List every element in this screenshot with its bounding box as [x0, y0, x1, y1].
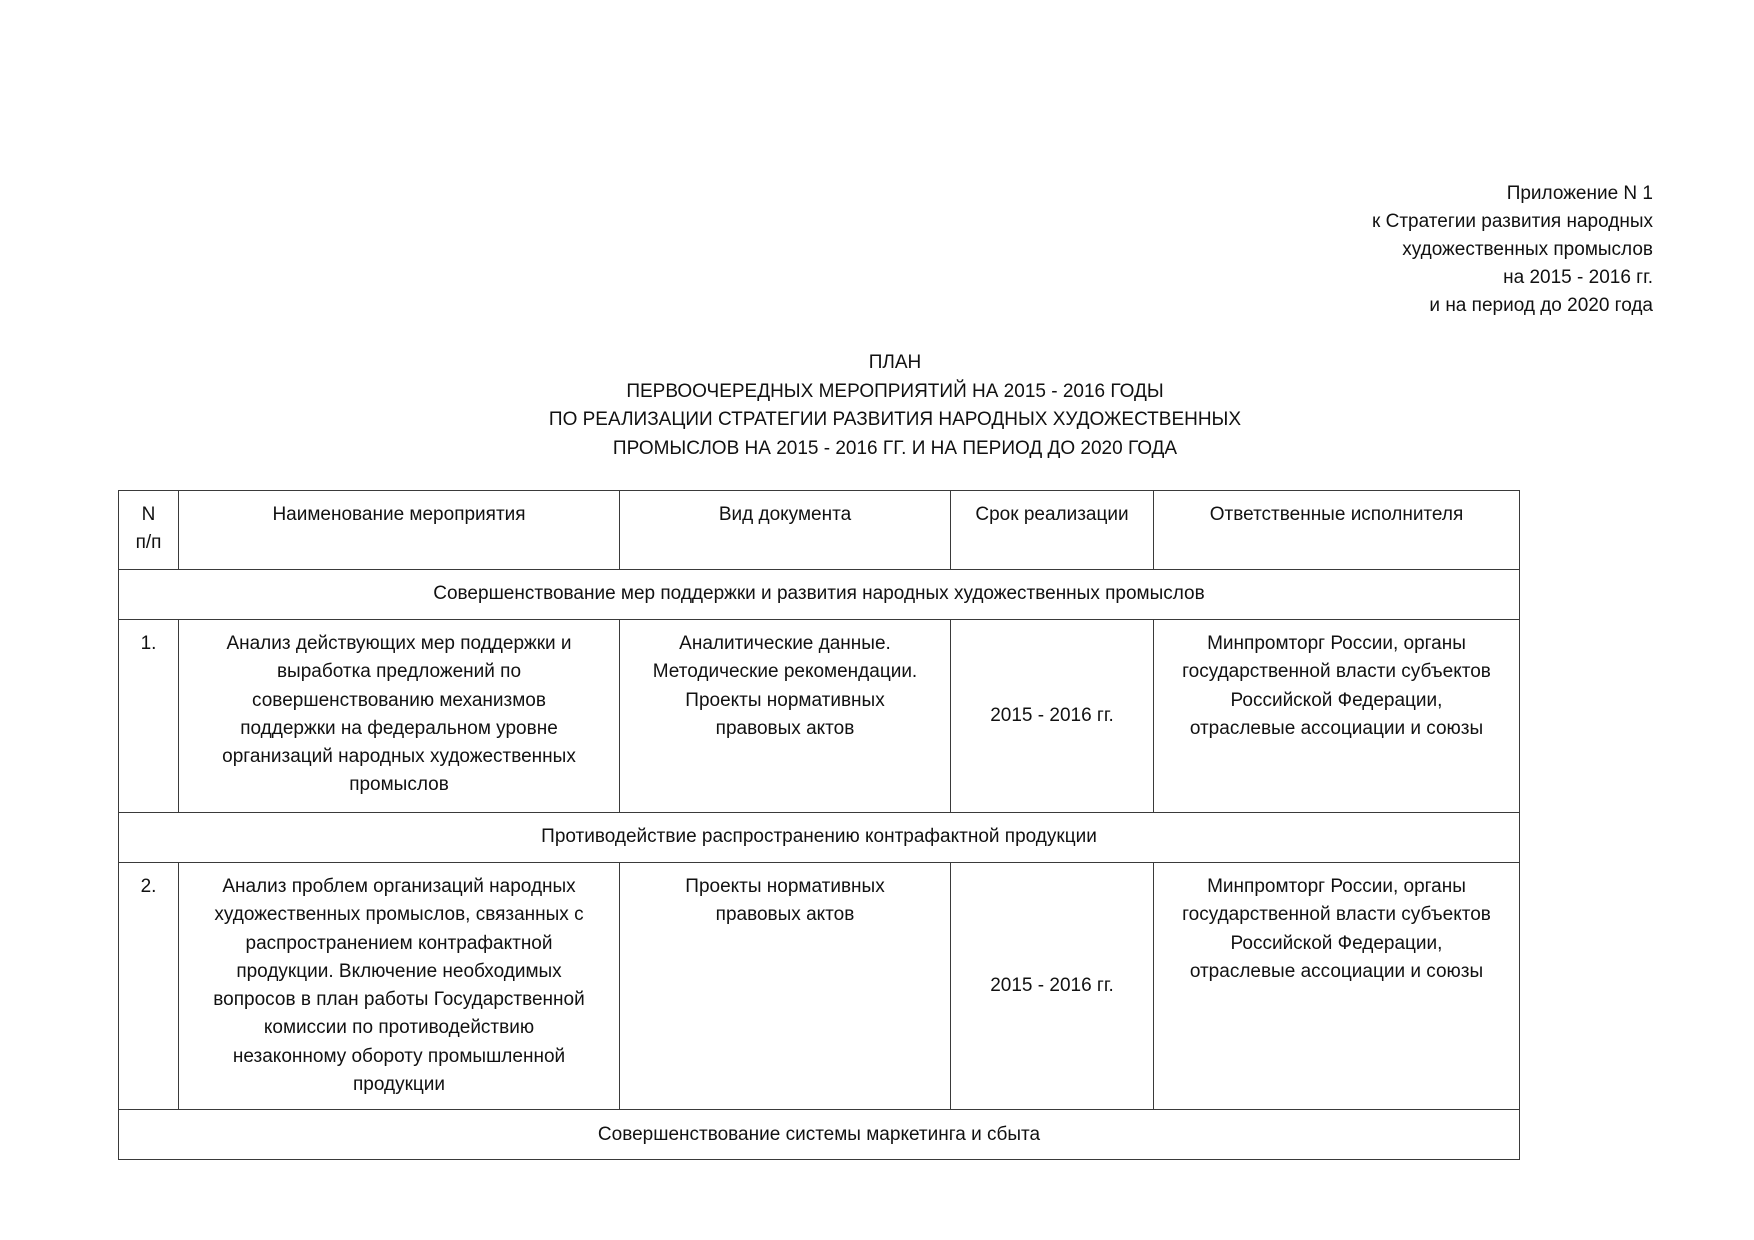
- row-term: 2015 - 2016 гг.: [951, 620, 1154, 813]
- title-line: ПО РЕАЛИЗАЦИИ СТРАТЕГИИ РАЗВИТИЯ НАРОДНЫХ ХУДОЖЕСТВЕННЫХ: [548, 409, 1242, 430]
- section-title: Совершенствование мер поддержки и развития народных художественных промыслов: [119, 570, 1520, 620]
- table-row: [119, 620, 1520, 813]
- row-responsible: Минпромторг России, органы государственной власти субъектов Российской Федерации, отраслевые ассоциации и союзы: [1154, 620, 1520, 813]
- section-row: [119, 813, 1520, 863]
- appendix-line: художественных промыслов: [1402, 239, 1653, 260]
- row-number: 2.: [119, 863, 179, 1110]
- appendix-line: и на период до 2020 года: [1429, 295, 1653, 316]
- header-term: Срок реализации: [951, 491, 1154, 570]
- table-header-row: [119, 491, 1520, 570]
- row-name: Анализ действующих мер поддержки и выработка предложений по совершенствованию механизмов поддержки на федеральном уровне организаций народных художественных промыслов: [179, 620, 620, 813]
- header-responsible: Ответственные исполнителя: [1154, 491, 1520, 570]
- row-number: 1.: [119, 620, 179, 813]
- row-responsible: Минпромторг России, органы государственной власти субъектов Российской Федерации, отраслевые ассоциации и союзы: [1154, 863, 1520, 1110]
- row-document-type: Аналитические данные. Методические рекомендации. Проекты нормативных правовых актов: [620, 620, 951, 813]
- title-line: ПЛАН: [868, 352, 922, 373]
- title-line: ПРОМЫСЛОВ НА 2015 - 2016 ГГ. И НА ПЕРИОД ДО 2020 ГОДА: [612, 437, 1178, 459]
- header-name: Наименование мероприятия: [179, 491, 620, 570]
- plan-table: [118, 490, 1520, 1160]
- section-row: [119, 1110, 1520, 1160]
- row-name: Анализ проблем организаций народных художественных промыслов, связанных с распространением контрафактной продукции. Включение необходимых вопросов в план работы Государственной комиссии по противодействию незаконному обороту промышленной продукции: [179, 863, 620, 1110]
- section-title: Совершенствование системы маркетинга и сбыта: [119, 1110, 1520, 1160]
- table-row: [119, 863, 1520, 1110]
- header-document-type: Вид документа: [620, 491, 951, 570]
- header-number: N п/п: [119, 491, 179, 570]
- appendix-line: к Стратегии развития народных: [1372, 211, 1653, 232]
- row-term: 2015 - 2016 гг.: [951, 863, 1154, 1110]
- appendix-line: на 2015 - 2016 гг.: [1503, 267, 1653, 288]
- title-line: ПЕРВООЧЕРЕДНЫХ МЕРОПРИЯТИЙ НА 2015 - 2016 ГОДЫ: [626, 380, 1164, 402]
- appendix-reference: [1372, 180, 1653, 320]
- section-row: [119, 570, 1520, 620]
- row-document-type: Проекты нормативных правовых актов: [620, 863, 951, 1110]
- section-title: Противодействие распространению контрафактной продукции: [119, 813, 1520, 863]
- document-title: [0, 349, 1754, 463]
- appendix-line: Приложение N 1: [1506, 183, 1653, 204]
